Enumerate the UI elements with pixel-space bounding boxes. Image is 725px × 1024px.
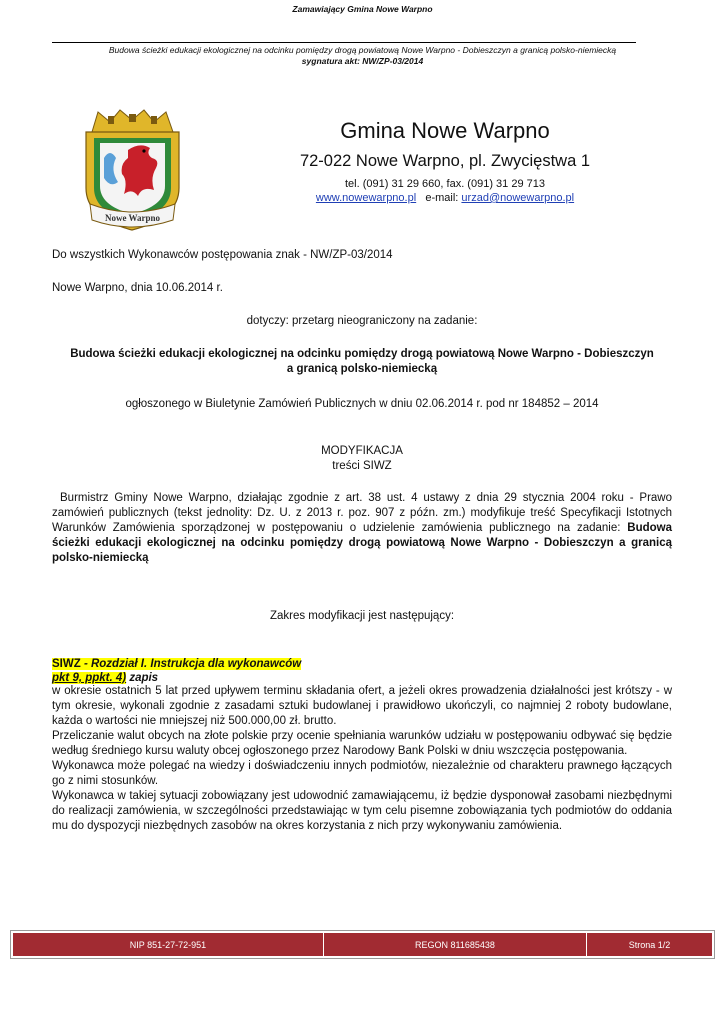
header-project-title: Budowa ścieżki edukacji ekologicznej na odcinku pomiędzy drogą powiatową Nowe Warpno - Dobieszczyn a granicą polsko-niemiecką xyxy=(108,45,617,55)
subject-intro: dotyczy: przetarg nieograniczony na zadanie: xyxy=(246,315,478,327)
email-label: e-mail: xyxy=(425,192,459,204)
coat-of-arms-label: Nowe Warpno xyxy=(104,213,161,223)
addressee: Do wszystkich Wykonawców postępowania znak - NW/ZP-03/2014 xyxy=(52,249,393,261)
title-siwz: treści SIWZ xyxy=(332,460,392,472)
section-zapis: zapis xyxy=(126,672,159,684)
subject-line-2: a granicą polsko-niemiecką xyxy=(286,363,438,375)
section-siwz: SIWZ xyxy=(52,658,81,670)
header-divider xyxy=(52,42,636,43)
intro-paragraph xyxy=(52,491,672,566)
footer-page-number: Strona 1/2 xyxy=(628,939,671,950)
body-paragraph: Przeliczanie walut obcych na złote polskie przy ocenie spełniania warunków udziału w postępowaniu odbywać się będzie według średniego kursu waluty obcej ogłoszonego przez Narodowy Bank Polski w dniu wszczęcia postępowania. xyxy=(52,730,672,757)
footer-nip: NIP 851-27-72-951 xyxy=(13,933,324,956)
intro-text: Burmistrz Gminy Nowe Warpno, działając zgodnie z art. 38 ust. 4 ustawy z dnia 29 stycznia 2004 roku - Prawo zamówień publicznych (tekst jednolity: Dz. U. z 2013 r. poz. 907 z późn. zm.) modyfikuje treść Specyfikacji Istotnych Warunków Zamówienia sporządzonej w postępowaniu o udzielenie zamówienia publicznego na zadanie: xyxy=(52,492,672,534)
header-reference: sygnatura akt: NW/ZP-03/2014 xyxy=(301,56,424,66)
intro-task-name: Budowa ścieżki edukacji ekologicznej na odcinku pomiędzy drogą powiatową Nowe Warpno - Dobieszczyn a granicą polsko-niemiecką xyxy=(52,522,672,564)
email-link[interactable]: urzad@nowewarpno.pl xyxy=(461,192,575,204)
scope-heading: Zakres modyfikacji jest następujący: xyxy=(269,610,455,622)
section-body xyxy=(52,684,672,834)
body-paragraph: Wykonawca może polegać na wiedzy i doświadczeniu innych podmiotów, niezależnie od charakteru prawnego łączących go z nimi stosunków. xyxy=(52,760,672,787)
footer-regon: REGON 811685438 xyxy=(324,933,587,956)
body-paragraph: Wykonawca w takiej sytuacji zobowiązany jest udowodnić zamawiającemu, iż będzie dysponował zasobami niezbędnymi do realizacji zamówienia, w szczególności przedstawiając w tym celu pisemne zobowiązania tych podmiotów do oddania mu do dyspozycji niezbędnych zasobów na okres korzystania z nich przy wykonywaniu zamówienia. xyxy=(52,790,672,832)
website-link[interactable]: www.nowewarpno.pl xyxy=(315,192,417,204)
org-contact-links xyxy=(250,191,640,205)
body-paragraph: w okresie ostatnich 5 lat przed upływem terminu składania ofert, a jeżeli okres prowadzenia działalności jest krótszy - w tym okresie, wykonali zgodnie z zasadami sztuki budowlanej i prawidłowo ukończyli, co najmniej 2 roboty budowlane, każda o wartości nie mniejszej niż 500.000,00 zł. brutto. xyxy=(52,685,672,727)
footer-bar xyxy=(13,933,712,956)
section-chapter: - Rozdział I. Instrukcja dla wykonawców xyxy=(80,658,302,670)
subject-line-1: Budowa ścieżki edukacji ekologicznej na odcinku pomiędzy drogą powiatową Nowe Warpno - Dobieszczyn xyxy=(70,348,654,360)
org-address: 72-022 Nowe Warpno, pl. Zwycięstwa 1 xyxy=(299,152,591,170)
announcement: ogłoszonego w Biuletynie Zamówień Publicznych w dniu 02.06.2014 r. pod nr 184852 – 2014 xyxy=(125,398,599,410)
place-date: Nowe Warpno, dnia 10.06.2014 r. xyxy=(52,282,223,294)
header-contracting-authority: Zamawiający Gmina Nowe Warpno xyxy=(292,4,433,14)
title-modyfikacja: MODYFIKACJA xyxy=(321,445,403,457)
org-phones: tel. (091) 31 29 660, fax. (091) 31 29 713 xyxy=(345,178,545,190)
section-point-ref: pkt 9, ppkt. 4) xyxy=(52,672,127,684)
footer xyxy=(10,930,715,959)
section-heading xyxy=(52,657,301,672)
org-name: Gmina Nowe Warpno xyxy=(340,118,550,143)
letterhead xyxy=(250,117,640,205)
